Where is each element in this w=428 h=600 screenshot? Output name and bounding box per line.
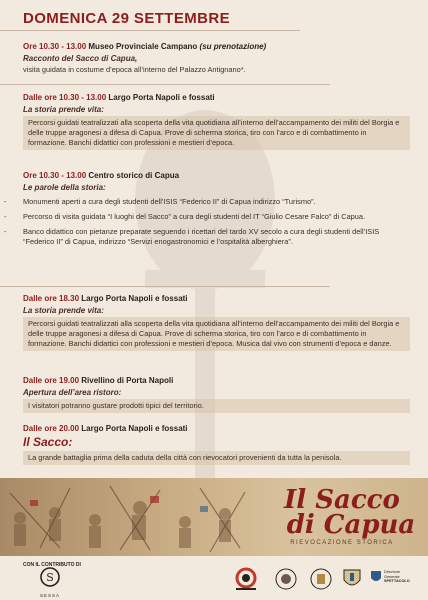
event-description: Percorsi guidati teatralizzati alla scoperta della vita quotidiana all’interno dell’accampamento dei militi del Borgia e delle truppe aragonesi a difesa di Capua. Prove di scherma storica, tiro con l’arco e di combattimento in formazione. Banchi didattici con professioni e mestieri d’epoca. Musica dal vivo con strumenti d’epoca e danze. — [23, 317, 410, 351]
event-place: Rivellino di Porta Napoli — [81, 376, 174, 385]
sessa-emblem-icon — [36, 567, 64, 591]
event-museo — [23, 42, 410, 75]
partner-logo-1 — [230, 566, 262, 597]
event-time: Dalle ore 19.00 — [23, 376, 80, 385]
round-seal-icon — [275, 568, 297, 590]
event-time-line — [23, 294, 410, 303]
logo-line-2: di Capua — [286, 510, 416, 540]
ministry-logo — [370, 570, 410, 584]
event-il-sacco — [23, 424, 410, 465]
crest-seal-icon — [310, 568, 332, 590]
event-place: Largo Porta Napoli e fossati — [108, 93, 215, 102]
event-time: Dalle ore 10.30 - 13.00 — [23, 93, 107, 102]
event-time-line — [23, 424, 410, 433]
swirl-logo-icon — [230, 566, 262, 592]
event-subtitle: Il Sacco: — [23, 435, 73, 449]
partner-logo-2 — [275, 568, 297, 595]
sessa-logo — [36, 567, 64, 598]
ministry-label-3: SPETTACOLO — [384, 579, 410, 583]
contrib-label: CON IL CONTRIBUTO DI — [23, 562, 81, 568]
partner-logo-4 — [342, 568, 362, 595]
event-place: Largo Porta Napoli e fossati — [81, 424, 188, 433]
event-place-note: (su prenotazione) — [199, 42, 267, 51]
event-time: Dalle ore 18.30 — [23, 294, 80, 303]
event-bullet: - Percorso di visita guidata “I luoghi del Sacco” a cura degli studenti del IT “Giulio Cesare Falco” di Capua. — [23, 212, 410, 222]
event-description: I visitatori potranno gustare prodotti tipici del territorio. — [23, 399, 410, 413]
title-divider — [0, 30, 300, 31]
event-subtitle: Racconto del Sacco di Capua, — [23, 54, 138, 63]
event-time-line — [23, 171, 410, 180]
event-place: Museo Provinciale Campano — [88, 42, 198, 51]
event-time-line — [23, 42, 410, 51]
event-description: visita guidata in costume d’epoca all’interno del Palazzo Antignano*. — [23, 65, 246, 74]
event-subtitle: Le parole della storia: — [23, 183, 106, 192]
event-subtitle: Apertura dell’area ristoro: — [23, 388, 122, 397]
logo-tagline: RIEVOCAZIONE STORICA — [290, 540, 394, 546]
event-centro-storico — [23, 171, 410, 247]
ministry-label-1: Direzione — [384, 570, 401, 574]
ministry-label-2: Generale — [384, 574, 400, 579]
partner-logo-3 — [310, 568, 332, 595]
event-description: La grande battaglia prima della caduta della città con rievocatori provenienti da tutta la penisola. — [23, 451, 410, 465]
page-title: DOMENICA 29 SETTEMBRE — [23, 10, 231, 27]
event-time-line — [23, 93, 410, 102]
event-time: Dalle ore 20.00 — [23, 424, 80, 433]
event-largo-evening — [23, 294, 410, 351]
section-divider — [0, 286, 330, 287]
event-description: Percorsi guidati teatralizzati alla scoperta della vita quotidiana all’interno dell’accampamento dei militi del Borgia e delle truppe aragonesi a difesa di Capua. Prove di scherma storica, tiro con l’arco e di combattimento in formazione. Banchi didattici con professioni e mestieri d’epoca. — [23, 116, 410, 150]
event-place: Centro storico di Capua — [88, 171, 180, 180]
ministry-emblem-icon — [370, 570, 382, 584]
section-divider — [0, 84, 330, 85]
event-bullet: - Monumenti aperti a cura degli studenti dell’ISIS “Federico II” di Capua indirizzo “Turismo”. — [23, 197, 410, 207]
logo-line-1: Il Sacco — [284, 485, 400, 515]
ministry-text — [384, 570, 410, 584]
event-largo-morning — [23, 93, 410, 150]
sacco-di-capua-logo — [262, 485, 422, 546]
event-time: Ore 10.30 - 13.00 — [23, 171, 87, 180]
event-time: Ore 10.30 - 13.00 — [23, 42, 87, 51]
event-bullet: - Banco didattico con pietanze preparate seguendo i ricettari del tardo XV secolo a cura degli studenti dell’ISIS “Federico II” di Capua, indirizzo “Servizi enogastronomici e l’ospitalità alberghiera”. — [23, 227, 410, 247]
event-subtitle: La storia prende vita: — [23, 105, 104, 114]
svg-text:S: S — [46, 571, 54, 584]
event-place: Largo Porta Napoli e fossati — [81, 294, 188, 303]
sessa-label: SESSA — [39, 593, 60, 598]
event-time-line — [23, 376, 410, 385]
event-subtitle: La storia prende vita: — [23, 306, 104, 315]
event-rivellino — [23, 376, 410, 413]
shield-crest-icon — [342, 568, 362, 590]
